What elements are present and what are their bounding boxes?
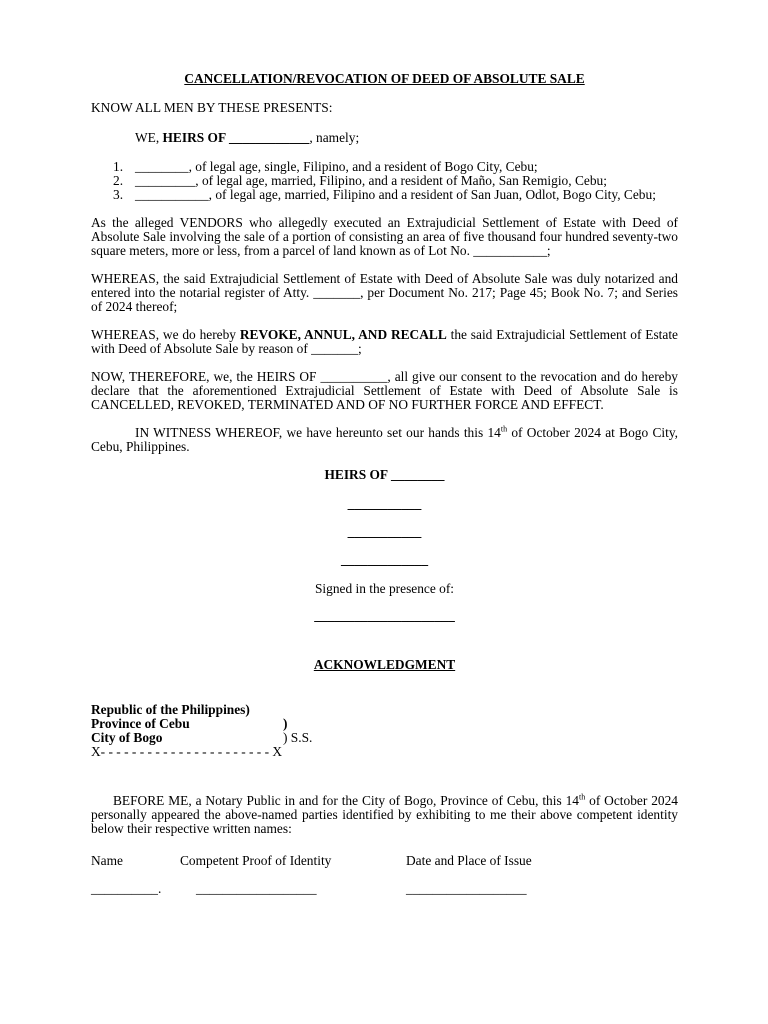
list-number: 2. (113, 173, 124, 188)
whereas-paragraph-2 (91, 328, 678, 356)
venue-separator: X- - - - - - - - - - - - - - - - - - - - - - X (91, 744, 283, 759)
greeting: KNOW ALL MEN BY THESE PRESENTS: (91, 100, 333, 115)
list-item (113, 173, 678, 188)
witness-signature-line: _____________________ (314, 608, 455, 623)
name-column-header: Name (91, 853, 123, 868)
witness-ordinal: th (500, 424, 508, 434)
table-row (91, 882, 678, 896)
signed-presence-label: Signed in the presence of: (314, 581, 455, 596)
before-me-text: BEFORE ME, a Notary Public in and for the City of Bogo, Province of Cebu, this 14 (113, 793, 579, 808)
before-me-paragraph (91, 794, 678, 836)
proof-column-header: Competent Proof of Identity (180, 853, 332, 868)
before-me-ordinal: th (578, 792, 586, 802)
heirs-signature-heading: HEIRS OF ________ (324, 467, 445, 482)
list-text: _________, of legal age, married, Filipino, and a resident of Maño, San Remigio, Cebu; (135, 173, 607, 188)
venue-province-paren: ) (283, 716, 288, 731)
we-suffix: , namely; (309, 130, 360, 145)
list-item (113, 187, 678, 202)
now-therefore-paragraph: NOW, THEREFORE, we, the HEIRS OF __________, all give our consent to the revocation and do hereby declare that the aforementioned Extrajudicial Settlement of Estate with Deed of Absolute Sale is CANCELLED, REVOKED, TERMINATED AND OF NO FURTHER FORCE AND EFFECT. (91, 369, 678, 412)
venue-republic: Republic of the Philippines) (91, 702, 250, 717)
signature-line: _____________ (340, 552, 429, 567)
whereas-2-bold: REVOKE, ANNUL, AND RECALL (239, 327, 447, 342)
witness-text: IN WITNESS WHEREOF, we have hereunto set our hands this 14 (135, 425, 501, 440)
list-number: 3. (113, 187, 124, 202)
venue-province: Province of Cebu (91, 716, 190, 731)
whereas-paragraph-1: WHEREAS, the said Extrajudicial Settlement of Estate with Deed of Absolute Sale was duly notarized and entered into the notarial register of Atty. _______, per Document No. 217; Page 45; Book No. 7; and Series of 2024 thereof; (91, 271, 678, 314)
list-number: 1. (113, 159, 124, 174)
list-text: ________, of legal age, single, Filipino, and a resident of Bogo City, Cebu; (135, 159, 538, 174)
witness-text-end: of October 2024 at Bogo City, Cebu, Philippines. (91, 425, 679, 454)
venue-block (91, 703, 678, 759)
witness-paragraph (91, 426, 678, 454)
venue-city: City of Bogo (91, 730, 163, 745)
date-place-column-header: Date and Place of Issue (406, 853, 532, 868)
venue-province-row (91, 717, 678, 731)
signature-line: ___________ (347, 524, 422, 539)
we-heirs-label: HEIRS OF ____________ (162, 130, 310, 145)
venue-ss: ) S.S. (283, 730, 313, 745)
before-me-text-end: of October 2024 personally appeared the above-named parties identified by exhibiting to me their above competent identity below their respective written names: (91, 793, 678, 836)
whereas-2-text: WHEREAS, we do hereby (91, 327, 240, 342)
list-text: ___________, of legal age, married, Filipino and a resident of San Juan, Odlot, Bogo City, Cebu; (135, 187, 656, 202)
proof-blank: __________________ (196, 881, 317, 896)
document-title: CANCELLATION/REVOCATION OF DEED OF ABSOLUTE SALE (184, 71, 585, 86)
venue-city-row (91, 731, 678, 745)
signature-line: ___________ (347, 496, 422, 511)
list-item (113, 159, 678, 174)
name-blank: __________. (91, 881, 162, 896)
identity-table-header (91, 854, 678, 868)
heirs-list (91, 160, 678, 202)
acknowledgment-title: ACKNOWLEDGMENT (313, 657, 456, 672)
whereas-2-rest: the said Extrajudicial Settlement of Estate with Deed of Absolute Sale by reason of _______; (91, 327, 678, 356)
vendors-paragraph: As the alleged VENDORS who allegedly executed an Extrajudicial Settlement of Estate with Deed of Absolute Sale involving the sale of a portion of consisting an area of five thousand four hundred seventy-two square meters, more or less, from a parcel of land known as of Lot No. ___________; (91, 215, 678, 258)
date-place-blank: __________________ (406, 881, 527, 896)
deed-page (91, 72, 678, 896)
we-heirs-line (91, 131, 678, 145)
we-prefix: WE, (135, 130, 163, 145)
